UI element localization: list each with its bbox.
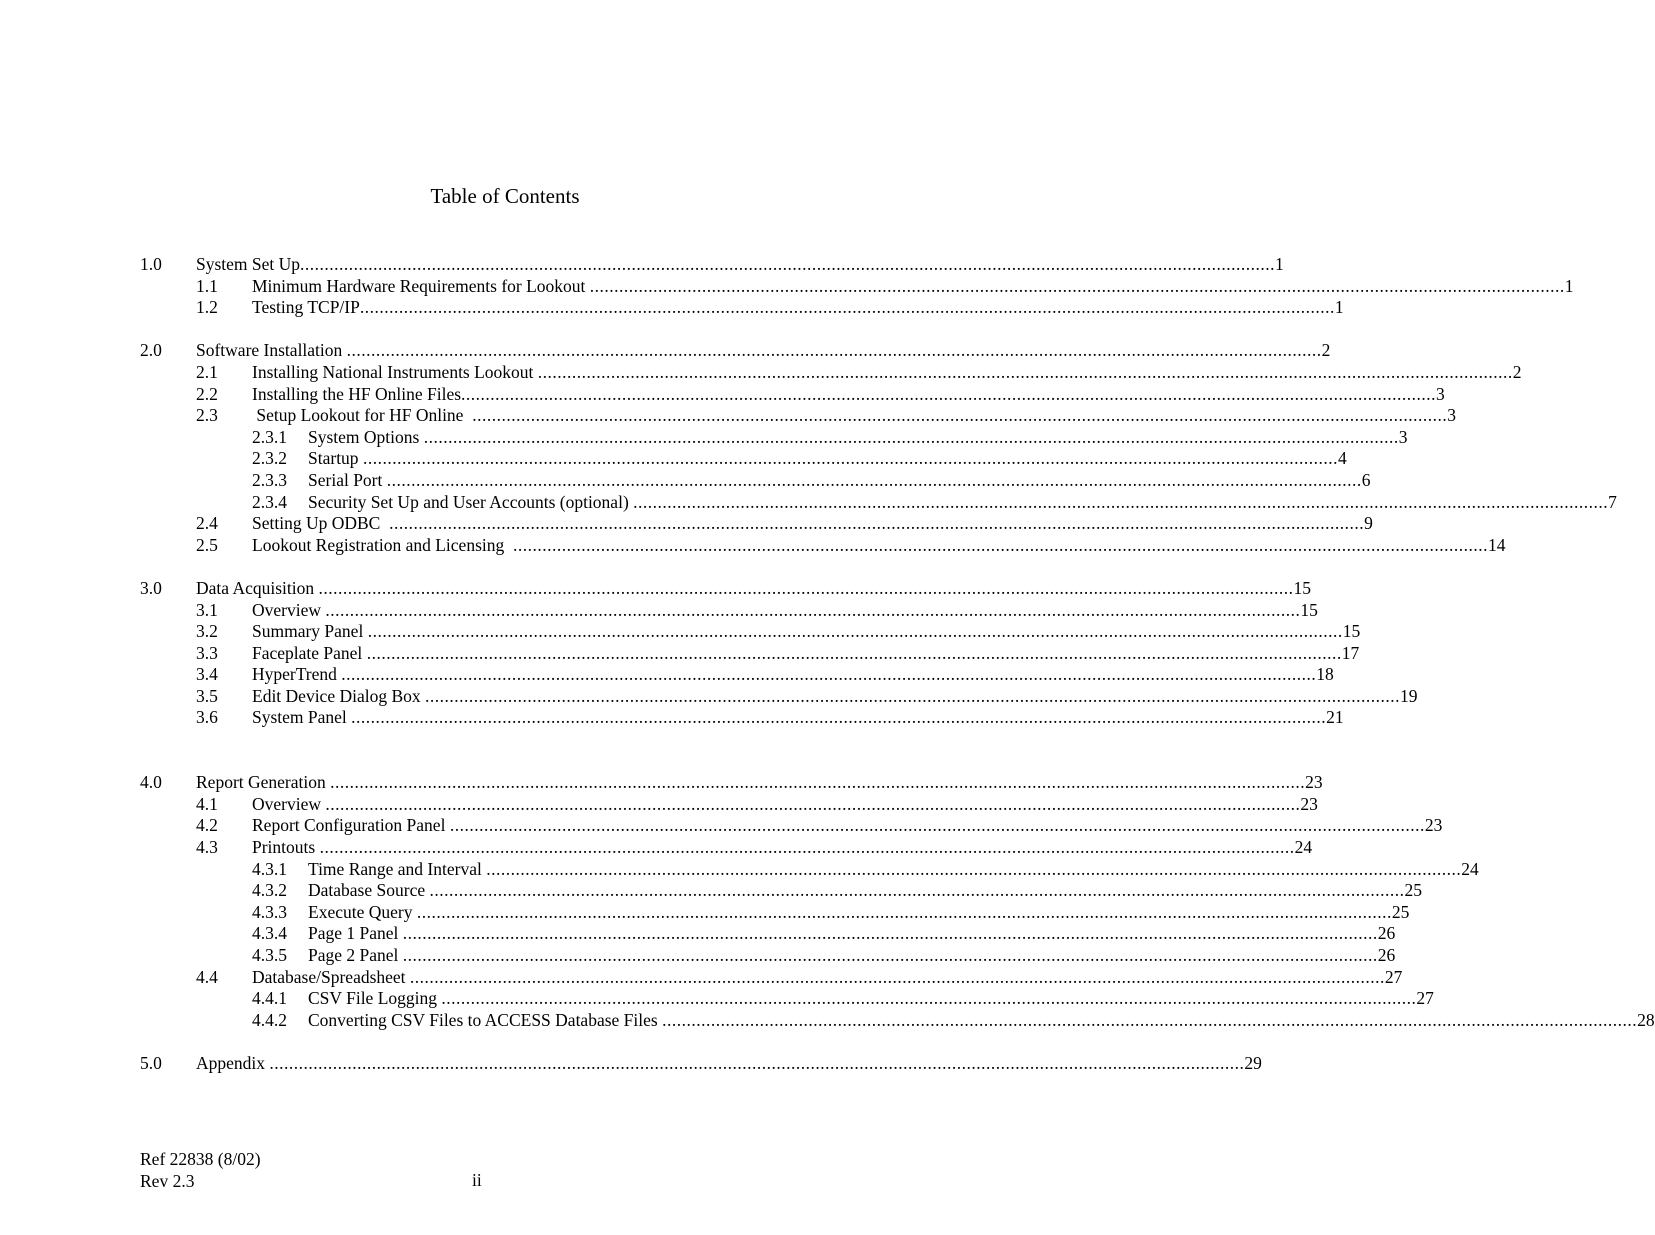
toc-entry-line — [252, 383, 1445, 406]
toc-dot-leader: ........................................................................................................................................................................................................ — [423, 426, 1399, 447]
toc-entry-number: 1.2 — [196, 297, 218, 318]
toc-dot-leader: ........................................................................................................................................................................................................ — [362, 448, 1338, 469]
toc-spacer — [0, 556, 954, 578]
toc-entry-number: 4.3.2 — [252, 880, 287, 901]
toc-entry-label: Database Source — [308, 880, 430, 901]
toc-entry-label: Edit Device Dialog Box — [252, 685, 426, 706]
toc-entry-line — [308, 923, 1396, 945]
toc-entry-label: Lookout Registration and Licensing — [252, 534, 513, 555]
toc-entry[interactable] — [0, 621, 1361, 643]
toc-entry-number: 4.4.2 — [252, 1009, 287, 1030]
toc-entry-line — [308, 988, 1434, 1010]
toc-entry-page: 19 — [1400, 685, 1418, 706]
toc-entry-label: Overview — [252, 599, 326, 620]
toc-dot-leader: ........................................................................................................................................................................................................ — [319, 837, 1295, 858]
toc-entry-number: 3.2 — [196, 621, 218, 642]
toc-entry-label: Overview — [252, 793, 326, 814]
toc-dot-leader: ........................................................................................................................................................................................................ — [589, 275, 1565, 296]
toc-entry-page: 25 — [1391, 901, 1410, 922]
toc-entry-page: 9 — [1364, 513, 1373, 534]
toc-dot-leader: ........................................................................................................................................................................................................ — [366, 642, 1342, 663]
toc-entry-number: 2.0 — [140, 340, 162, 361]
toc-entry-label: Serial Port — [308, 469, 387, 490]
toc-entry-page: 1 — [1275, 254, 1284, 274]
toc-entry-number: 3.0 — [140, 577, 162, 598]
toc-entry[interactable] — [0, 880, 1422, 902]
toc-spacer — [0, 319, 954, 341]
toc-entry-line — [308, 469, 1371, 492]
toc-entry-number: 4.0 — [140, 772, 162, 793]
toc-entry-line — [308, 1009, 1655, 1032]
toc-entry-label: Installing the HF Online Files — [252, 383, 462, 404]
toc-dot-leader: ........................................................................................................................................................................................................ — [359, 297, 1335, 318]
toc-entry-line — [252, 815, 1443, 837]
toc-entry-label: Printouts — [252, 837, 320, 858]
toc-entry-label: Page 1 Panel — [308, 923, 403, 944]
toc-entry[interactable] — [0, 513, 1373, 535]
toc-entry-number: 4.4.1 — [252, 988, 287, 1009]
toc-dot-leader: ........................................................................................................................................................................................................ — [409, 966, 1385, 987]
toc-dot-leader: ........................................................................................................................................................................................................ — [269, 1052, 1245, 1073]
toc-dot-leader: ........................................................................................................................................................................................................ — [486, 858, 1462, 879]
toc-entry-page: 18 — [1316, 664, 1334, 685]
toc-entry[interactable] — [0, 361, 1522, 384]
toc-entry-page: 15 — [1293, 577, 1311, 598]
toc-entry[interactable] — [0, 275, 1574, 298]
toc-entry-number: 2.3.2 — [252, 448, 287, 469]
toc-entry[interactable] — [0, 491, 1617, 514]
toc-title: Table of Contents — [430, 184, 580, 208]
document-footer — [140, 1149, 261, 1192]
toc-dot-leader: ........................................................................................................................................................................................................ — [633, 491, 1609, 512]
footer-rev: Rev 2.3 — [140, 1170, 195, 1191]
toc-entry-page: 23 — [1305, 772, 1323, 793]
toc-entry[interactable] — [0, 988, 1434, 1010]
toc-entry-page: 2 — [1512, 361, 1522, 382]
toc-entry-number: 2.1 — [196, 361, 218, 382]
toc-entry-line — [196, 340, 1331, 362]
toc-dot-leader: ........................................................................................................................................................................................................ — [330, 772, 1306, 793]
toc-dot-leader: ........................................................................................................................................................................................................ — [402, 945, 1378, 965]
toc-entry[interactable] — [0, 577, 1311, 600]
toc-entry-label: Data Acquisition — [196, 577, 319, 598]
toc-entry-page: 24 — [1294, 837, 1313, 858]
toc-entry-line — [196, 1052, 1262, 1075]
toc-entry-line — [252, 361, 1522, 384]
toc-entry-label: System Options — [308, 426, 424, 447]
toc-entry-line — [252, 534, 1506, 557]
toc-entry-line — [252, 966, 1403, 989]
toc-entry-line — [308, 858, 1479, 881]
footer-ref: Ref 22838 (8/02) — [140, 1149, 261, 1169]
toc-entry-line — [308, 880, 1422, 902]
toc-dot-leader: ........................................................................................................................................................................................................ — [346, 340, 1322, 361]
toc-entry-label: Setting Up ODBC — [252, 513, 390, 534]
toc-entry-page: 27 — [1384, 966, 1403, 987]
toc-entry-label: Startup — [308, 448, 363, 469]
toc-entry-line — [252, 707, 1344, 729]
toc-entry-line — [252, 793, 1318, 816]
toc-entry-line — [308, 945, 1396, 967]
toc-entry-line — [308, 491, 1617, 514]
toc-entry-label: Database/Spreadsheet — [252, 966, 410, 987]
toc-entry-number: 1.1 — [196, 275, 218, 296]
toc-entry-page: 29 — [1244, 1052, 1262, 1073]
toc-entry[interactable] — [0, 858, 1479, 881]
toc-entry[interactable] — [0, 254, 1284, 276]
toc-entry-line — [252, 837, 1313, 859]
toc-entry-label: Security Set Up and User Accounts (optional) — [308, 491, 634, 512]
toc-entry-line — [308, 448, 1347, 470]
toc-entry-page: 3 — [1447, 405, 1456, 426]
toc-entry[interactable] — [0, 707, 1344, 729]
toc-entry-number: 2.3 — [196, 405, 218, 426]
toc-entry-line — [252, 621, 1361, 643]
toc-entry-line — [252, 685, 1418, 708]
toc-entry[interactable] — [0, 426, 1408, 449]
toc-entry[interactable] — [0, 923, 1396, 945]
toc-dot-leader: ........................................................................................................................................................................................................ — [367, 621, 1343, 642]
toc-entry-line — [308, 901, 1410, 924]
toc-entry-page: 7 — [1608, 491, 1617, 512]
toc-entry-page: 23 — [1424, 815, 1443, 836]
toc-entry[interactable] — [0, 534, 1506, 557]
toc-dot-leader: ........................................................................................................................................................................................................ — [402, 923, 1378, 944]
toc-entry-label: Setup Lookout for HF Online — [252, 405, 473, 426]
toc-entry[interactable] — [0, 1052, 1262, 1075]
toc-entry[interactable] — [0, 383, 1445, 406]
toc-entry-page: 28 — [1637, 1009, 1655, 1030]
toc-entry-label: Summary Panel — [252, 621, 368, 642]
toc-entry-page: 4 — [1337, 448, 1347, 469]
toc-entry-number: 4.3.3 — [252, 901, 287, 922]
toc-entry-page: 25 — [1404, 880, 1422, 901]
toc-entry-label: Converting CSV Files to ACCESS Database Files — [308, 1009, 663, 1030]
toc-entry[interactable] — [0, 297, 1344, 319]
toc-dot-leader: ........................................................................................................................................................................................................ — [318, 577, 1294, 598]
toc-entry-number: 4.3.5 — [252, 945, 287, 965]
toc-entry-line — [252, 275, 1574, 298]
toc-entry-label: System Panel — [252, 707, 352, 728]
toc-entry-number: 2.3.4 — [252, 491, 287, 512]
toc-entry-number: 4.4 — [196, 966, 218, 987]
toc-entry-number: 2.2 — [196, 383, 218, 404]
toc-dot-leader: ........................................................................................................................................................................................................ — [662, 1009, 1638, 1030]
toc-entry-line — [252, 642, 1360, 665]
toc-entry-label: Execute Query — [308, 901, 417, 922]
toc-dot-leader: ........................................................................................................................................................................................................ — [341, 664, 1317, 685]
toc-entry-label: HyperTrend — [252, 664, 342, 685]
toc-entry-page: 3 — [1398, 426, 1408, 447]
toc-entry-page: 6 — [1361, 469, 1371, 490]
toc-entry[interactable] — [0, 664, 1334, 686]
toc-entry-label: Software Installation — [196, 340, 347, 361]
toc-entry-page: 15 — [1342, 621, 1361, 642]
toc-spacer — [0, 729, 954, 772]
toc-entry-page: 23 — [1300, 793, 1318, 814]
toc-entry-number: 3.4 — [196, 664, 218, 685]
toc-spacer — [0, 1031, 954, 1053]
toc-entry-number: 1.0 — [140, 254, 162, 274]
toc-entry[interactable] — [0, 599, 1318, 622]
toc-dot-leader: ........................................................................................................................................................................................................ — [472, 405, 1448, 426]
toc-entry[interactable] — [0, 685, 1418, 708]
toc-entry-page: 3 — [1436, 383, 1445, 404]
toc-entry-label: Installing National Instruments Lookout — [252, 361, 538, 382]
toc-dot-leader: ........................................................................................................................................................................................................ — [325, 599, 1301, 620]
toc-entry-page: 26 — [1377, 923, 1396, 944]
toc-entry-label: Testing TCP/IP — [252, 297, 360, 318]
toc-entry-page: 15 — [1300, 599, 1318, 620]
toc-entry-line — [196, 254, 1284, 276]
toc-entry-label: Minimum Hardware Requirements for Lookout — [252, 275, 590, 296]
toc-dot-leader: ........................................................................................................................................................................................................ — [386, 469, 1362, 490]
toc-entry[interactable] — [0, 772, 1323, 794]
toc-entry-number: 4.3.1 — [252, 858, 287, 879]
toc-entry[interactable] — [0, 448, 1347, 470]
toc-entry-page: 21 — [1326, 707, 1344, 728]
toc-entry[interactable] — [0, 945, 1396, 967]
toc-entry-number: 3.1 — [196, 599, 218, 620]
toc-entry-page: 1 — [1564, 275, 1574, 296]
toc-entry-page: 2 — [1321, 340, 1331, 361]
toc-entry[interactable] — [0, 901, 1410, 924]
toc-entry-line — [196, 577, 1311, 600]
toc-entry-page: 24 — [1461, 858, 1479, 879]
toc-entry[interactable] — [0, 1009, 1655, 1032]
toc-dot-leader: ........................................................................................................................................................................................................ — [389, 513, 1365, 534]
footer-page-number: ii — [472, 1170, 482, 1190]
toc-entry-line — [252, 297, 1344, 319]
toc-dot-leader: ........................................................................................................................................................................................................ — [461, 383, 1437, 404]
toc-dot-leader: ........................................................................................................................................................................................................ — [429, 880, 1405, 901]
toc-entry-line — [252, 599, 1318, 622]
toc-entry[interactable] — [0, 642, 1360, 665]
toc-entry-page: 17 — [1341, 642, 1360, 663]
toc-entry[interactable] — [0, 815, 1443, 837]
toc-entry-label: Appendix — [196, 1052, 270, 1073]
toc-entry-number: 2.4 — [196, 513, 218, 534]
toc-entry-label: Page 2 Panel — [308, 945, 403, 965]
toc-entry-page: 26 — [1377, 945, 1396, 965]
toc-dot-leader: ........................................................................................................................................................................................................ — [416, 901, 1392, 922]
toc-entry-number: 2.5 — [196, 534, 218, 555]
toc-entry-number: 5.0 — [140, 1052, 162, 1073]
toc-entry-line — [308, 426, 1408, 449]
toc-dot-leader: ........................................................................................................................................................................................................ — [537, 361, 1513, 382]
toc-entry-number: 2.3.3 — [252, 469, 287, 490]
toc-entry-number: 3.3 — [196, 642, 218, 663]
toc-entry-label: Report Configuration Panel — [252, 815, 450, 836]
toc-entry-label: Report Generation — [196, 772, 331, 793]
toc-entry[interactable] — [0, 793, 1318, 816]
toc-entry-line — [252, 513, 1373, 535]
toc-entry-label: Time Range and Interval — [308, 858, 487, 879]
toc-entry-page: 1 — [1334, 297, 1344, 318]
toc-entry-page: 14 — [1488, 534, 1506, 555]
toc-entry[interactable] — [0, 966, 1403, 989]
toc-entry-line — [196, 772, 1323, 794]
toc-entry-number: 4.2 — [196, 815, 218, 836]
toc-entry-label: System Set Up — [196, 254, 301, 274]
toc-dot-leader: ........................................................................................................................................................................................................ — [449, 815, 1425, 836]
toc-dot-leader: ........................................................................................................................................................................................................ — [325, 793, 1301, 814]
toc-dot-leader: ........................................................................................................................................................................................................ — [425, 685, 1401, 706]
toc-entry-line — [252, 664, 1334, 686]
toc-entry-label: Faceplate Panel — [252, 642, 367, 663]
toc-entry-line — [252, 405, 1456, 427]
toc-dot-leader: ........................................................................................................................................................................................................ — [441, 988, 1417, 1009]
toc-dot-leader: ........................................................................................................................................................................................................ — [351, 707, 1327, 728]
toc-entry-number: 4.3.4 — [252, 923, 287, 944]
toc-entry-label: CSV File Logging — [308, 988, 442, 1009]
toc-dot-leader: ........................................................................................................................................................................................................ — [300, 254, 1276, 274]
toc-entry-number: 4.1 — [196, 793, 218, 814]
toc-list — [0, 254, 1655, 1075]
toc-entry[interactable] — [0, 340, 1331, 362]
toc-dot-leader: ........................................................................................................................................................................................................ — [513, 534, 1488, 555]
toc-entry-number: 2.3.1 — [252, 426, 287, 447]
toc-entry[interactable] — [0, 837, 1313, 859]
toc-entry-number: 3.6 — [196, 707, 218, 728]
toc-entry-number: 4.3 — [196, 837, 218, 858]
toc-entry-page: 27 — [1416, 988, 1434, 1009]
toc-entry[interactable] — [0, 405, 1456, 427]
toc-entry[interactable] — [0, 469, 1371, 492]
toc-entry-number: 3.5 — [196, 685, 218, 706]
